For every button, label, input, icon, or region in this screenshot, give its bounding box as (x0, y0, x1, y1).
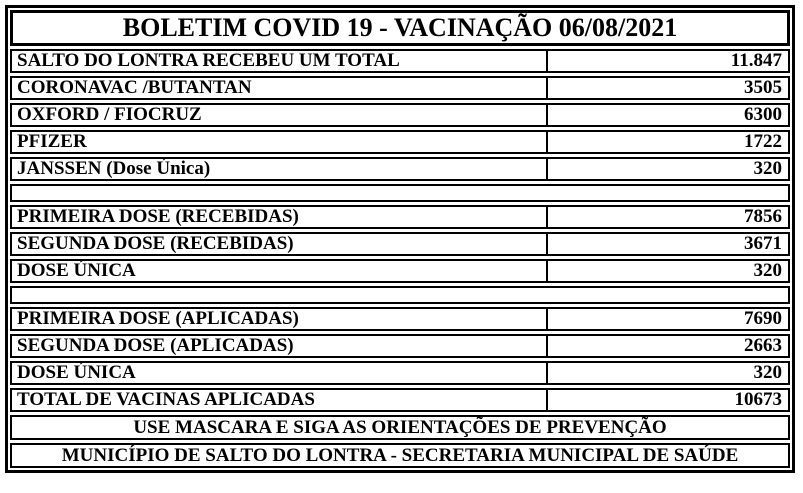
row-label: CORONAVAC /BUTANTAN (17, 78, 252, 98)
row-value: 7856 (546, 207, 788, 227)
table-row (10, 205, 790, 229)
row-label: TOTAL DE VACINAS APLICADAS (17, 390, 315, 410)
bulletin-title: BOLETIM COVID 19 - VACINAÇÃO 06/08/2021 (10, 10, 790, 46)
row-label: SEGUNDA DOSE (RECEBIDAS) (17, 234, 294, 254)
table-row (10, 334, 790, 358)
row-label: PRIMEIRA DOSE (RECEBIDAS) (17, 207, 299, 227)
table-row (10, 361, 790, 385)
covid-bulletin-table (5, 5, 795, 473)
source-line: MUNICÍPIO DE SALTO DO LONTRA - SECRETARIA MUNICIPAL DE SAÚDE (10, 443, 790, 468)
row-value: 6300 (546, 105, 788, 125)
table-row (10, 388, 790, 412)
row-label: DOSE ÚNICA (17, 363, 136, 383)
row-value: 320 (546, 261, 788, 281)
row-value: 320 (546, 159, 788, 179)
row-label: OXFORD / FIOCRUZ (17, 105, 202, 125)
row-label: SEGUNDA DOSE (APLICADAS) (17, 336, 294, 356)
table-row (10, 259, 790, 283)
table-row (10, 157, 790, 181)
row-value: 2663 (546, 336, 788, 356)
row-value: 3505 (546, 78, 788, 98)
row-value: 320 (546, 363, 788, 383)
row-value: 10673 (546, 390, 788, 410)
table-row (10, 103, 790, 127)
spacer-row (10, 184, 790, 202)
row-value: 11.847 (546, 51, 788, 71)
row-label: DOSE ÚNICA (17, 261, 136, 281)
prevention-notice: USE MASCARA E SIGA AS ORIENTAÇÕES DE PREVENÇÃO (10, 415, 790, 440)
row-label: PFIZER (17, 132, 87, 152)
table-row (10, 307, 790, 331)
row-label: JANSSEN (Dose Única) (17, 159, 211, 179)
table-row (10, 49, 790, 73)
table-row (10, 130, 790, 154)
row-label: SALTO DO LONTRA RECEBEU UM TOTAL (17, 51, 400, 71)
row-label: PRIMEIRA DOSE (APLICADAS) (17, 309, 299, 329)
table-row (10, 76, 790, 100)
row-value: 1722 (546, 132, 788, 152)
spacer-row (10, 286, 790, 304)
row-value: 7690 (546, 309, 788, 329)
row-value: 3671 (546, 234, 788, 254)
table-row (10, 232, 790, 256)
